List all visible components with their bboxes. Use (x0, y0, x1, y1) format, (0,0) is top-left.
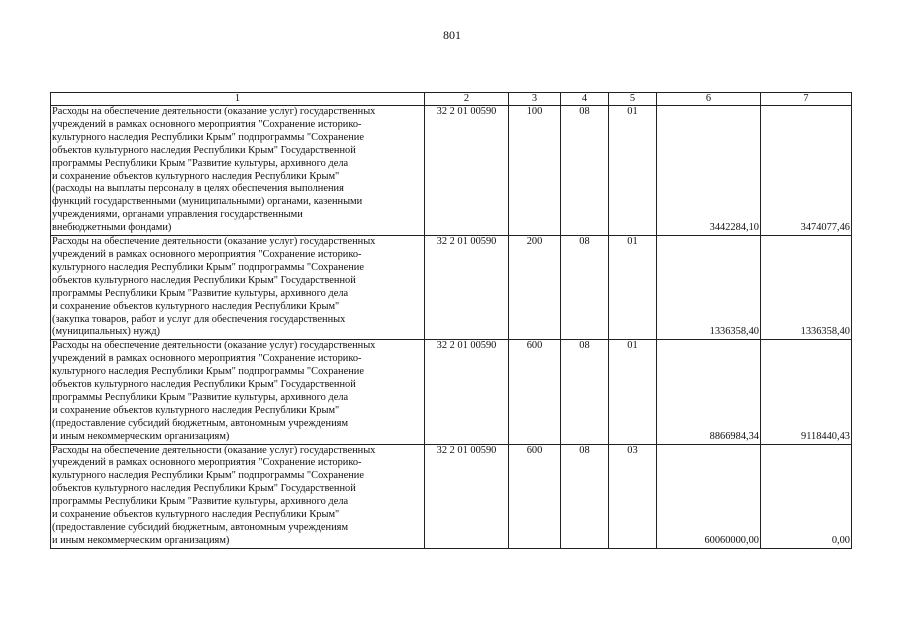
row-section: 08 (561, 444, 609, 548)
row-amount-col-6: 8866984,34 (657, 340, 761, 444)
row-subsection: 03 (609, 444, 657, 548)
row-description: Расходы на обеспечение деятельности (оказание услуг) государственных учреждений в рамках основного мероприятия "Сохранение историко- культурного наследия Республики Крым" подпрограммы "Сохранение объектов культурного наследия Республики Крым" Государственной программы Республики Крым "Развитие культуры, архивного дела и сохранение объектов культурного наследия Республики Крым" (закупка товаров, работ и услуг для обеспечения государственных (муниципальных) нужд) (51, 236, 425, 340)
row-subsection: 01 (609, 340, 657, 444)
row-amount-col-6: 60060000,00 (657, 444, 761, 548)
row-amount-col-7: 3474077,46 (761, 106, 852, 236)
row-amount-col-6: 3442284,10 (657, 106, 761, 236)
row-target-code: 32 2 01 00590 (425, 236, 509, 340)
budget-table (50, 92, 852, 549)
row-section: 08 (561, 236, 609, 340)
column-header-4: 4 (561, 93, 609, 106)
row-target-code: 32 2 01 00590 (425, 340, 509, 444)
column-header-1: 1 (51, 93, 425, 106)
column-header-6: 6 (657, 93, 761, 106)
row-section: 08 (561, 106, 609, 236)
row-expense-type: 600 (509, 444, 561, 548)
row-expense-type: 600 (509, 340, 561, 444)
column-header-2: 2 (425, 93, 509, 106)
row-amount-col-7: 9118440,43 (761, 340, 852, 444)
table-row (51, 106, 852, 236)
row-description: Расходы на обеспечение деятельности (оказание услуг) государственных учреждений в рамках основного мероприятия "Сохранение историко- культурного наследия Республики Крым" подпрограммы "Сохранение объектов культурного наследия Республики Крым" Государственной программы Республики Крым "Развитие культуры, архивного дела и сохранение объектов культурного наследия Республики Крым" (расходы на выплаты персоналу в целях обеспечения выполнения функций государственными (муниципальными) органами, казенными учреждениями, органами управления государственными внебюджетными фондами) (51, 106, 425, 236)
column-header-5: 5 (609, 93, 657, 106)
table-header-row (51, 93, 852, 106)
table-row (51, 444, 852, 548)
column-header-7: 7 (761, 93, 852, 106)
table-row (51, 236, 852, 340)
row-section: 08 (561, 340, 609, 444)
column-header-3: 3 (509, 93, 561, 106)
row-amount-col-7: 0,00 (761, 444, 852, 548)
row-subsection: 01 (609, 236, 657, 340)
row-target-code: 32 2 01 00590 (425, 444, 509, 548)
table-row (51, 340, 852, 444)
page-number: 801 (443, 28, 461, 42)
row-subsection: 01 (609, 106, 657, 236)
row-description: Расходы на обеспечение деятельности (оказание услуг) государственных учреждений в рамках основного мероприятия "Сохранение историко- культурного наследия Республики Крым" подпрограммы "Сохранение объектов культурного наследия Республики Крым" Государственной программы Республики Крым "Развитие культуры, архивного дела и сохранение объектов культурного наследия Республики Крым" (предоставление субсидий бюджетным, автономным учреждениям и иным некоммерческим организациям) (51, 444, 425, 548)
row-expense-type: 100 (509, 106, 561, 236)
row-amount-col-6: 1336358,40 (657, 236, 761, 340)
row-target-code: 32 2 01 00590 (425, 106, 509, 236)
row-description: Расходы на обеспечение деятельности (оказание услуг) государственных учреждений в рамках основного мероприятия "Сохранение историко- культурного наследия Республики Крым" подпрограммы "Сохранение объектов культурного наследия Республики Крым" Государственной программы Республики Крым "Развитие культуры, архивного дела и сохранение объектов культурного наследия Республики Крым" (предоставление субсидий бюджетным, автономным учреждениям и иным некоммерческим организациям) (51, 340, 425, 444)
row-amount-col-7: 1336358,40 (761, 236, 852, 340)
row-expense-type: 200 (509, 236, 561, 340)
